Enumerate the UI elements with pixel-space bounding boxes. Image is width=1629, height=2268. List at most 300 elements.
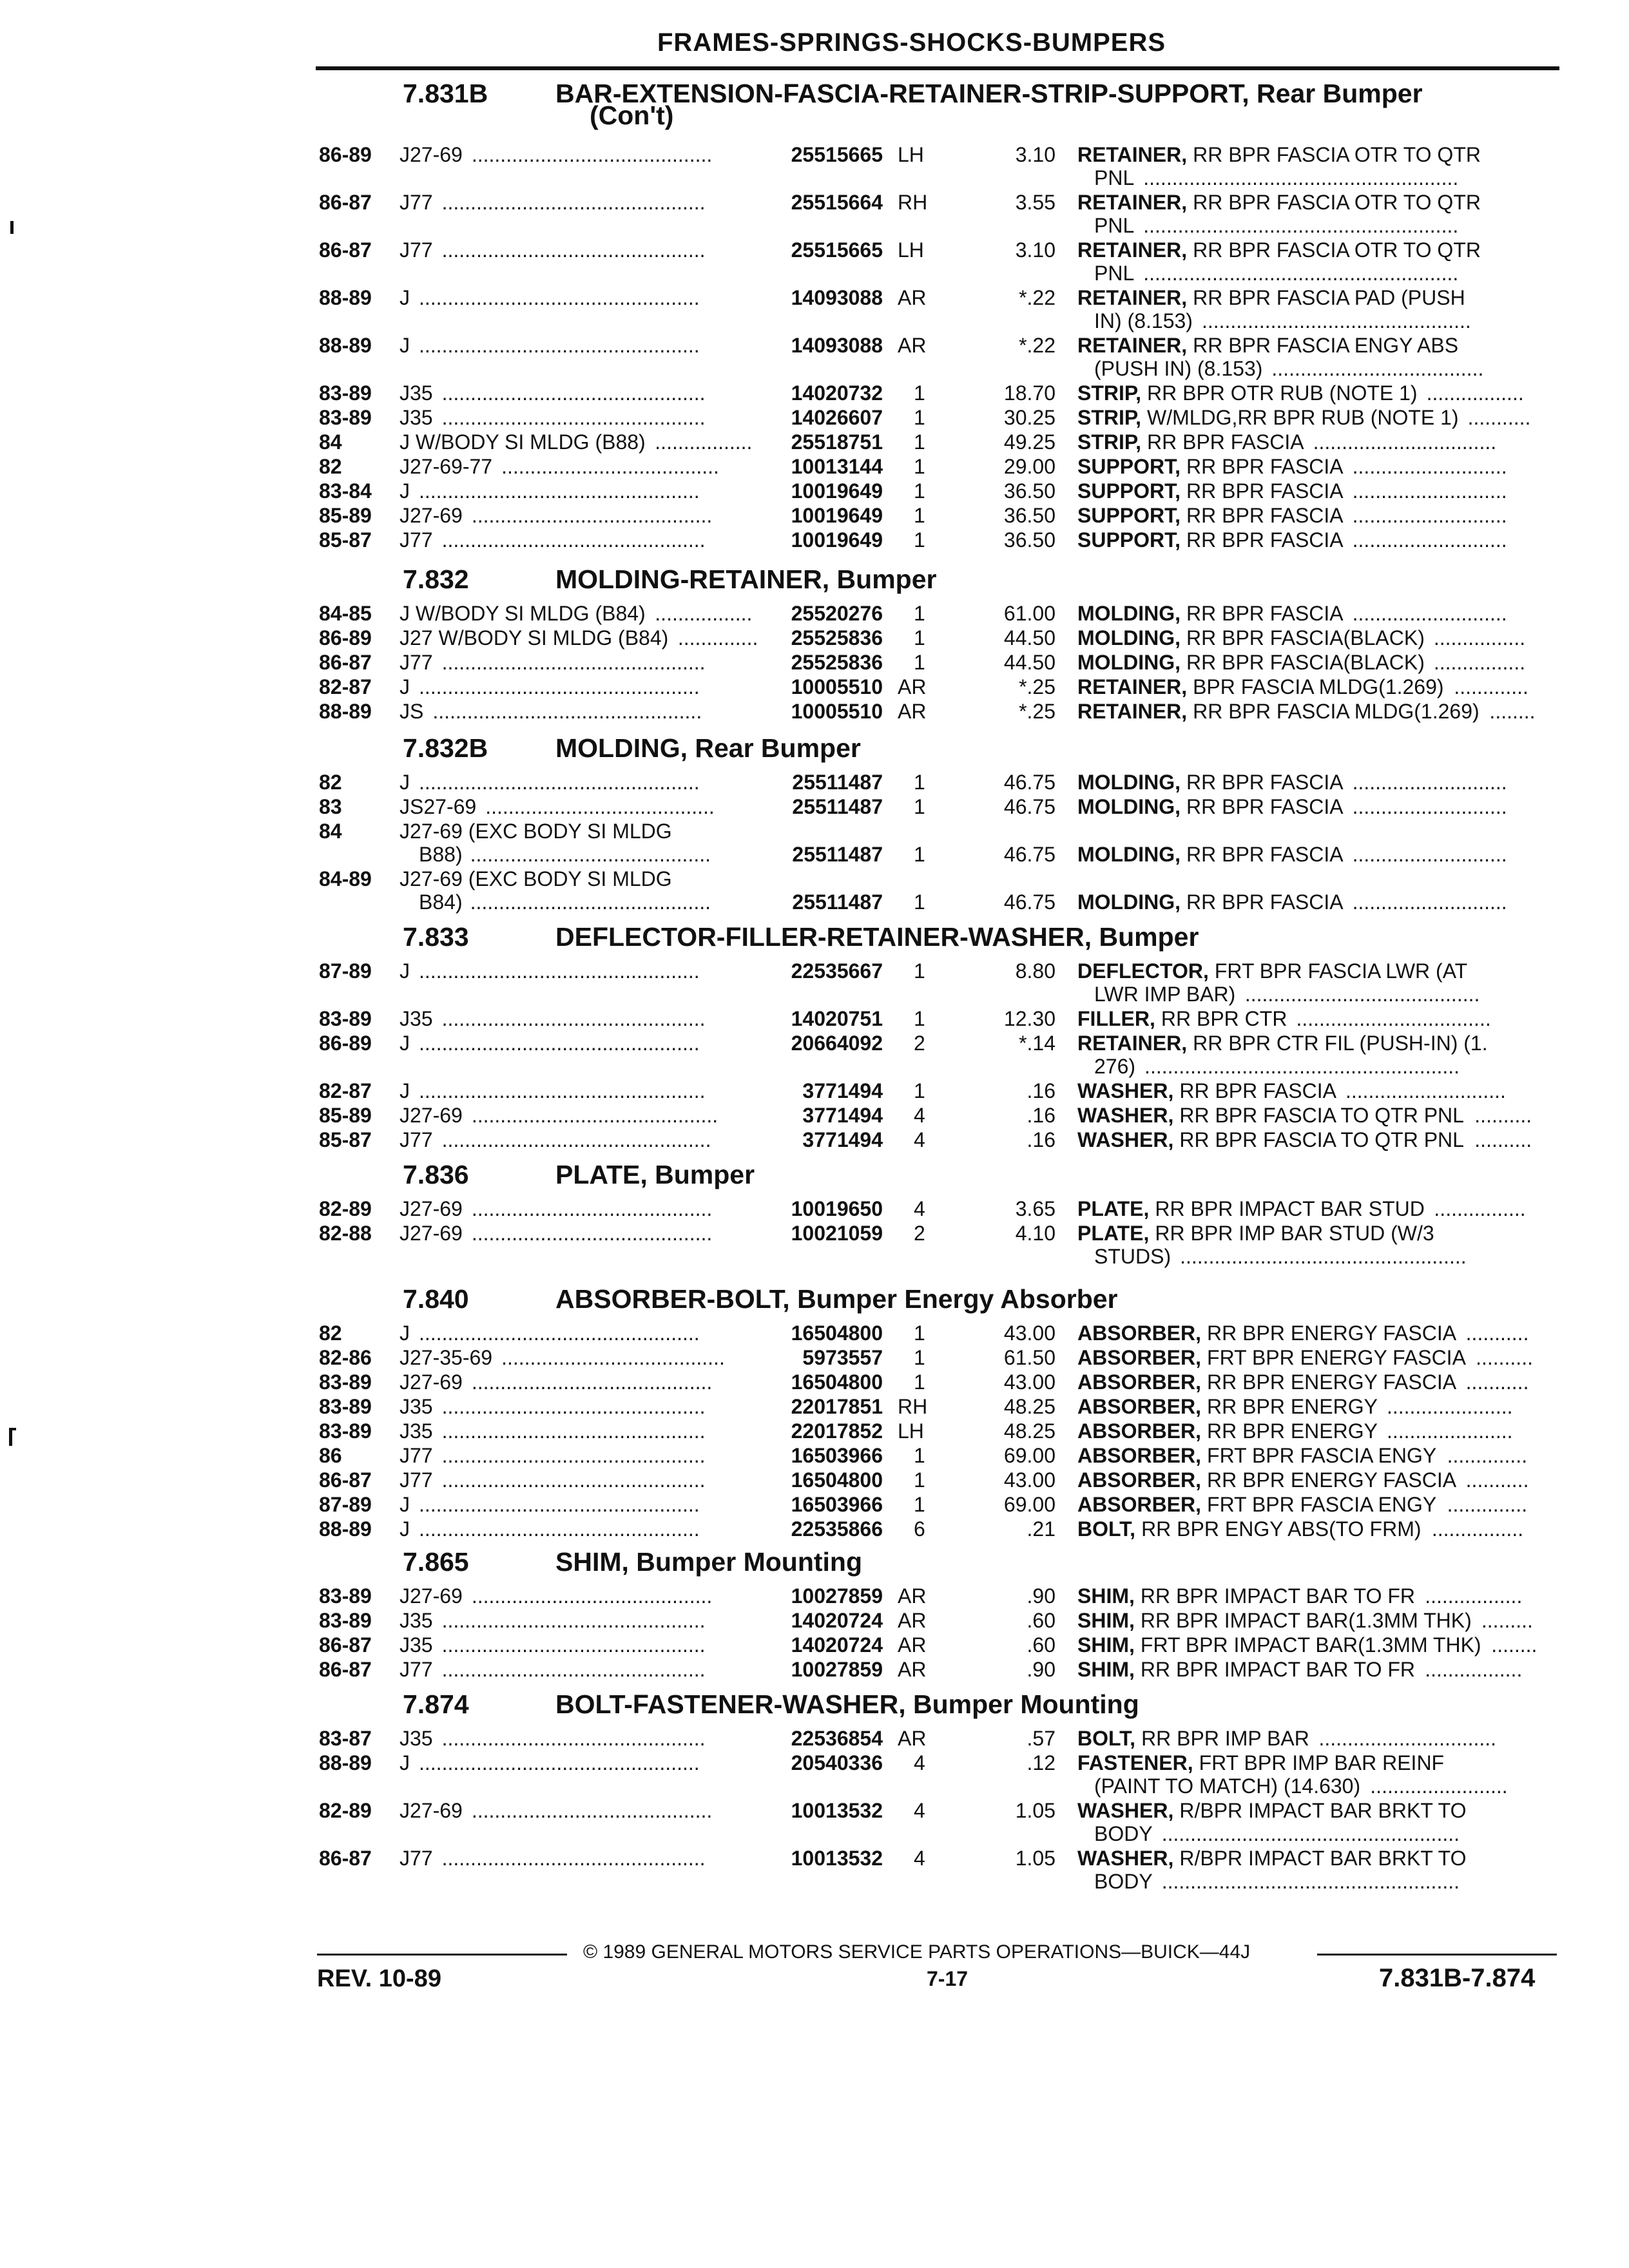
leader-dots: ................................................. (419, 1751, 700, 1774)
leader-dots: ......................................... (1244, 983, 1480, 1006)
list-price: 3.55 (1015, 191, 1055, 214)
leader-dots: .............................................. (441, 1444, 706, 1467)
list-price: *.14 (1019, 1032, 1055, 1055)
description-keyword: MOLDING, (1077, 651, 1181, 674)
part-number: 10027859 (791, 1584, 883, 1608)
description-keyword: SUPPORT, (1077, 455, 1181, 478)
description: RR BPR CTR (1161, 1007, 1287, 1030)
part-number: 16504800 (791, 1370, 883, 1394)
description-cont: PNL (1094, 262, 1135, 285)
quantity: 4 (914, 1104, 925, 1127)
leader-dots: .............................................. (441, 1007, 706, 1030)
quantity: 1 (914, 455, 925, 478)
list-price: 1.05 (1015, 1847, 1055, 1870)
description-cont: 276) (1094, 1055, 1136, 1078)
part-number: 25515665 (791, 143, 883, 166)
model-application: J27-69 (400, 1197, 463, 1220)
part-number: 14020724 (791, 1633, 883, 1657)
quantity: 4 (914, 1799, 925, 1822)
list-price: .60 (1027, 1609, 1055, 1632)
model-application: J (400, 1079, 410, 1102)
description-keyword: WASHER, (1077, 1079, 1174, 1102)
leader-dots: .............................................. (441, 1419, 706, 1443)
leader-dots: .......................................... (471, 1584, 713, 1608)
description-keyword: STRIP, (1077, 430, 1141, 454)
list-price: 46.75 (1003, 890, 1055, 914)
model-application: J (400, 771, 410, 794)
description-keyword: SHIM, (1077, 1584, 1135, 1608)
description-keyword: ABSORBER, (1077, 1346, 1202, 1369)
model-years: 86 (319, 1444, 342, 1467)
section-range: 7.831B-7.874 (1379, 1964, 1536, 1992)
model-years: 82-87 (319, 1079, 372, 1102)
quantity: 2 (914, 1032, 925, 1055)
list-price: 3.10 (1015, 238, 1055, 262)
list-price: *.25 (1019, 700, 1055, 723)
model-years: 86-89 (319, 143, 372, 166)
description-keyword: STRIP, (1077, 381, 1141, 405)
part-number: 14093088 (791, 286, 883, 309)
description: W/MLDG,RR BPR RUB (NOTE 1) (1147, 406, 1459, 429)
quantity: 1 (914, 1444, 925, 1467)
list-price: 1.05 (1015, 1799, 1055, 1822)
description-keyword: ABSORBER, (1077, 1444, 1202, 1467)
leader-dots: ........................... (1352, 504, 1507, 527)
description-keyword: PLATE, (1077, 1222, 1150, 1245)
part-number: 16503966 (791, 1444, 883, 1467)
description: RR BPR FASCIA MLDG(1.269) (1193, 700, 1480, 723)
description-keyword: WASHER, (1077, 1799, 1174, 1822)
description: RR BPR FASCIA (1186, 504, 1344, 527)
quantity: 1 (914, 504, 925, 527)
model-years: 86-89 (319, 1032, 372, 1055)
model-years: 82-89 (319, 1197, 372, 1220)
leader-dots: .............................................. (441, 238, 706, 262)
revision-label: REV. 10-89 (317, 1965, 441, 1992)
quantity: RH (898, 191, 928, 214)
model-application-cont: B84) (419, 890, 463, 914)
description: FRT BPR IMPACT BAR(1.3MM THK) (1140, 1633, 1481, 1657)
model-years: 84-85 (319, 602, 372, 625)
description: RR BPR FASCIA (1186, 771, 1344, 794)
list-price: 46.75 (1003, 843, 1055, 866)
description: RR BPR ENERGY FASCIA (1207, 1321, 1457, 1345)
section-title: PLATE, Bumper (555, 1160, 755, 1189)
quantity: 1 (914, 479, 925, 503)
list-price: 61.00 (1003, 602, 1055, 625)
model-years: 86-87 (319, 238, 372, 262)
model-years: 88-89 (319, 334, 372, 357)
description: RR BPR FASCIA (1186, 795, 1344, 818)
model-application: J (400, 1517, 410, 1541)
leader-dots: .................................................. (1180, 1245, 1467, 1268)
leader-dots: ......... (1481, 1609, 1533, 1632)
page-header: FRAMES-SPRINGS-SHOCKS-BUMPERS (657, 28, 1166, 57)
leader-dots: ................................................. (419, 1321, 700, 1345)
description-keyword: RETAINER, (1077, 143, 1188, 166)
quantity: 1 (914, 959, 925, 983)
model-years: 86-87 (319, 1658, 372, 1681)
model-application: J35 (400, 1727, 433, 1750)
part-number: 25515664 (791, 191, 883, 214)
description-cont: BODY (1094, 1870, 1153, 1893)
quantity: AR (898, 286, 927, 309)
part-number: 22536854 (791, 1727, 883, 1750)
description-keyword: BOLT, (1077, 1517, 1136, 1541)
model-application: J35 (400, 1633, 433, 1657)
description: FRT BPR ENERGY FASCIA (1207, 1346, 1466, 1369)
quantity: 1 (914, 626, 925, 649)
quantity: 4 (914, 1751, 925, 1774)
leader-dots: ........................... (1352, 479, 1507, 503)
description-keyword: WASHER, (1077, 1128, 1174, 1151)
leader-dots: .......................................... (470, 890, 711, 914)
model-application: J (400, 334, 410, 357)
model-years: 82 (319, 455, 342, 478)
model-application: JS27-69 (400, 795, 477, 818)
part-number: 10027859 (791, 1658, 883, 1681)
description-cont: IN) (8.153) (1094, 309, 1193, 332)
list-price: 46.75 (1003, 771, 1055, 794)
description-cont: BODY (1094, 1822, 1153, 1845)
description-keyword: MOLDING, (1077, 890, 1181, 914)
part-number: 25515665 (791, 238, 883, 262)
list-price: .21 (1027, 1517, 1055, 1541)
description-keyword: SHIM, (1077, 1658, 1135, 1681)
leader-dots: ........... (1467, 406, 1531, 429)
part-number: 25511487 (792, 795, 883, 818)
footer-rule-left (317, 1954, 567, 1956)
leader-dots: .......................................... (471, 504, 713, 527)
description: RR BPR ENERGY (1207, 1419, 1378, 1443)
quantity: 1 (914, 1079, 925, 1102)
leader-dots: .............................................. (441, 191, 706, 214)
leader-dots: ....................................................... (1144, 1055, 1460, 1078)
quantity: AR (898, 1727, 927, 1750)
list-price: 69.00 (1003, 1444, 1055, 1467)
part-number: 5973557 (802, 1346, 883, 1369)
model-application: J27-69 (EXC BODY SI MLDG (400, 867, 672, 890)
model-application: J77 (400, 1444, 433, 1467)
quantity: 1 (914, 1493, 925, 1516)
description-keyword: ABSORBER, (1077, 1370, 1202, 1394)
model-application: J35 (400, 1395, 433, 1418)
part-number: 10013532 (791, 1847, 883, 1870)
description-keyword: SHIM, (1077, 1633, 1135, 1657)
model-years: 83-89 (319, 381, 372, 405)
model-application: J (400, 1493, 410, 1516)
model-application: J77 (400, 651, 433, 674)
description-cont: (PAINT TO MATCH) (14.630) (1094, 1774, 1361, 1798)
description-keyword: PLATE, (1077, 1197, 1150, 1220)
model-application: J77 (400, 1468, 433, 1492)
quantity: 1 (914, 1468, 925, 1492)
model-application: J27-69-77 (400, 455, 493, 478)
description: FRT BPR FASCIA ENGY (1207, 1444, 1437, 1467)
list-price: *.22 (1019, 286, 1055, 309)
model-years: 86-87 (319, 191, 372, 214)
description-keyword: MOLDING, (1077, 602, 1181, 625)
leader-dots: ...................... (1386, 1395, 1513, 1418)
description: RR BPR IMP BAR (1141, 1727, 1309, 1750)
part-number: 25520276 (791, 602, 883, 625)
quantity: 4 (914, 1128, 925, 1151)
part-number: 14093088 (791, 334, 883, 357)
leader-dots: ................. (655, 602, 753, 625)
leader-dots: ........................... (1352, 843, 1507, 866)
description-keyword: RETAINER, (1077, 334, 1188, 357)
quantity: 1 (914, 430, 925, 454)
leader-dots: ............................................... (441, 1128, 711, 1151)
model-application: J35 (400, 1609, 433, 1632)
part-number: 25511487 (792, 890, 883, 914)
description-cont: (PUSH IN) (8.153) (1094, 357, 1263, 380)
model-years: 86-87 (319, 651, 372, 674)
part-number: 22017852 (791, 1419, 883, 1443)
model-years: 85-87 (319, 528, 372, 552)
section-title: MOLDING, Rear Bumper (555, 733, 861, 763)
quantity: AR (898, 1584, 927, 1608)
section-subtitle-text: (Con't) (590, 101, 674, 130)
section-title: ABSORBER-BOLT, Bumper Energy Absorber (555, 1284, 1118, 1314)
list-price: .57 (1027, 1727, 1055, 1750)
part-number: 10021059 (791, 1222, 883, 1245)
leader-dots: .............. (1447, 1493, 1528, 1516)
model-application: J27-69 (EXC BODY SI MLDG (400, 820, 672, 843)
quantity: 2 (914, 1222, 925, 1245)
model-years: 82-87 (319, 675, 372, 698)
part-number: 3771494 (802, 1079, 883, 1102)
model-years: 88-89 (319, 1751, 372, 1774)
model-application: J (400, 1751, 410, 1774)
leader-dots: ................. (655, 430, 753, 454)
section-number: 7.874 (403, 1689, 469, 1719)
leader-dots: ................. (1425, 1584, 1523, 1608)
description: RR BPR FASCIA (1186, 602, 1344, 625)
description: R/BPR IMPACT BAR BRKT TO (1179, 1799, 1467, 1822)
section-number: 7.832 (403, 564, 469, 594)
part-number: 10013532 (791, 1799, 883, 1822)
model-years: 83-84 (319, 479, 372, 503)
header-rule (316, 66, 1559, 70)
model-years: 87-89 (319, 1493, 372, 1516)
part-number: 10019650 (791, 1197, 883, 1220)
list-price: 3.65 (1015, 1197, 1055, 1220)
model-years: 82 (319, 771, 342, 794)
description: RR BPR FASCIA (1186, 528, 1344, 552)
section-number: 7.865 (403, 1547, 469, 1577)
model-application: J W/BODY SI MLDG (B84) (400, 602, 646, 625)
model-application: J (400, 286, 410, 309)
list-price: .12 (1027, 1751, 1055, 1774)
model-application: J27-35-69 (400, 1346, 493, 1369)
model-years: 83-89 (319, 1007, 372, 1030)
model-years: 82 (319, 1321, 342, 1345)
margin-mark (10, 221, 14, 234)
leader-dots: .......................................... (471, 1799, 713, 1822)
leader-dots: .............................................. (441, 1395, 706, 1418)
leader-dots: ................................................. (419, 286, 700, 309)
leader-dots: ...................... (1386, 1419, 1513, 1443)
section-title: BOLT-FASTENER-WASHER, Bumper Mounting (555, 1689, 1139, 1719)
leader-dots: ................. (1426, 381, 1524, 405)
section-title: DEFLECTOR-FILLER-RETAINER-WASHER, Bumper (555, 922, 1199, 952)
part-number: 14020724 (791, 1609, 883, 1632)
leader-dots: .......... (1474, 1104, 1532, 1127)
leader-dots: .......................................... (471, 1370, 713, 1394)
model-application: J77 (400, 1847, 433, 1870)
list-price: 61.50 (1003, 1346, 1055, 1369)
description-keyword: ABSORBER, (1077, 1321, 1202, 1345)
model-application: J27-69 (400, 1104, 463, 1127)
list-price: 4.10 (1015, 1222, 1055, 1245)
description: RR BPR IMPACT BAR TO FR (1140, 1658, 1416, 1681)
leader-dots: ................................................. (419, 334, 700, 357)
leader-dots: ............................... (1318, 1727, 1497, 1750)
leader-dots: ........... (1465, 1370, 1529, 1394)
description: RR BPR FASCIA (1186, 890, 1344, 914)
part-number: 22535667 (791, 959, 883, 983)
description-keyword: ABSORBER, (1077, 1468, 1202, 1492)
description-keyword: MOLDING, (1077, 626, 1181, 649)
description-keyword: MOLDING, (1077, 771, 1181, 794)
description-keyword: MOLDING, (1077, 843, 1181, 866)
quantity: 1 (914, 843, 925, 866)
description: FRT BPR FASCIA ENGY (1207, 1493, 1437, 1516)
quantity: 1 (914, 651, 925, 674)
part-number: 10005510 (791, 675, 883, 698)
margin-mark (9, 1428, 12, 1446)
leader-dots: .......................................... (471, 1222, 713, 1245)
model-years: 82-89 (319, 1799, 372, 1822)
description-cont: LWR IMP BAR) (1094, 983, 1236, 1006)
model-application: J (400, 1032, 410, 1055)
part-number: 22535866 (791, 1517, 883, 1541)
leader-dots: .................................................... (1161, 1822, 1460, 1845)
part-number: 25511487 (792, 771, 883, 794)
description: RR BPR FASCIA TO QTR PNL (1179, 1104, 1464, 1127)
quantity: AR (898, 675, 927, 698)
list-price: *.25 (1019, 675, 1055, 698)
model-application: JS (400, 700, 424, 723)
part-number: 16503966 (791, 1493, 883, 1516)
description-keyword: SUPPORT, (1077, 528, 1181, 552)
description: RR BPR IMPACT BAR(1.3MM THK) (1140, 1609, 1472, 1632)
model-application: J77 (400, 1128, 433, 1151)
description-keyword: RETAINER, (1077, 700, 1188, 723)
leader-dots: ................................................. (419, 1517, 700, 1541)
description: RR BPR IMP BAR STUD (W/3 (1155, 1222, 1434, 1245)
model-application: J27-69 (400, 143, 463, 166)
leader-dots: ................. (1425, 1658, 1523, 1681)
description-keyword: MOLDING, (1077, 795, 1181, 818)
quantity: LH (898, 143, 924, 166)
quantity: 1 (914, 1370, 925, 1394)
model-application: J35 (400, 406, 433, 429)
leader-dots: .............................................. (441, 1847, 706, 1870)
list-price: 36.50 (1003, 504, 1055, 527)
model-application: J (400, 1321, 410, 1345)
model-application: J27-69 (400, 1222, 463, 1245)
description-keyword: WASHER, (1077, 1104, 1174, 1127)
model-years: 83-89 (319, 1609, 372, 1632)
model-application: J77 (400, 528, 433, 552)
description-keyword: FILLER, (1077, 1007, 1155, 1030)
model-years: 87-89 (319, 959, 372, 983)
list-price: .90 (1027, 1658, 1055, 1681)
list-price: 46.75 (1003, 795, 1055, 818)
list-price: 36.50 (1003, 479, 1055, 503)
list-price: .16 (1027, 1104, 1055, 1127)
model-years: 82-88 (319, 1222, 372, 1245)
description-keyword: RETAINER, (1077, 1032, 1188, 1055)
list-price: 8.80 (1015, 959, 1055, 983)
leader-dots: ........................... (1352, 528, 1507, 552)
description-keyword: RETAINER, (1077, 238, 1188, 262)
description: RR BPR FASCIA(BLACK) (1186, 651, 1425, 674)
list-price: 30.25 (1003, 406, 1055, 429)
quantity: AR (898, 1609, 927, 1632)
model-years: 83-89 (319, 1419, 372, 1443)
model-years: 83-89 (319, 1395, 372, 1418)
model-application: J35 (400, 1007, 433, 1030)
description: R/BPR IMPACT BAR BRKT TO (1179, 1847, 1467, 1870)
part-number: 16504800 (791, 1321, 883, 1345)
leader-dots: ............................................... (432, 700, 702, 723)
description: RR BPR IMPACT BAR STUD (1155, 1197, 1425, 1220)
model-application: J27-69 (400, 1799, 463, 1822)
model-years: 83-87 (319, 1727, 372, 1750)
leader-dots: ........................... (1352, 890, 1507, 914)
description-keyword: SUPPORT, (1077, 479, 1181, 503)
part-number: 10019649 (791, 504, 883, 527)
leader-dots: ....................................... (501, 1346, 725, 1369)
leader-dots: ........... (1465, 1468, 1529, 1492)
description: RR BPR CTR FIL (PUSH-IN) (1. (1193, 1032, 1488, 1055)
model-application: J77 (400, 191, 433, 214)
part-number: 25525836 (791, 651, 883, 674)
list-price: .90 (1027, 1584, 1055, 1608)
description: RR BPR FASCIA (1179, 1079, 1336, 1102)
description: RR BPR FASCIA (1147, 430, 1304, 454)
description: RR BPR FASCIA TO QTR PNL (1179, 1128, 1464, 1151)
description: RR BPR FASCIA OTR TO QTR (1193, 143, 1481, 166)
quantity: 4 (914, 1197, 925, 1220)
description: RR BPR FASCIA (1186, 843, 1344, 866)
description: RR BPR FASCIA OTR TO QTR (1193, 238, 1481, 262)
part-number: 16504800 (791, 1468, 883, 1492)
model-application: J35 (400, 381, 433, 405)
quantity: LH (898, 1419, 924, 1443)
description-keyword: ABSORBER, (1077, 1419, 1202, 1443)
model-years: 82-86 (319, 1346, 372, 1369)
leader-dots: .......................................... (471, 143, 713, 166)
description-cont: PNL (1094, 166, 1135, 189)
leader-dots: ........ (1491, 1633, 1537, 1657)
list-price: 36.50 (1003, 528, 1055, 552)
leader-dots: .............................................. (441, 1468, 706, 1492)
description: FRT BPR IMP BAR REINF (1199, 1751, 1445, 1774)
quantity: AR (898, 1633, 927, 1657)
leader-dots: ........................... (1352, 795, 1507, 818)
section-number: 7.832B (403, 733, 488, 763)
model-years: 88-89 (319, 286, 372, 309)
description: RR BPR ENERGY (1207, 1395, 1378, 1418)
leader-dots: .................................................. (419, 1079, 706, 1102)
list-price: 43.00 (1003, 1370, 1055, 1394)
leader-dots: .......... (1476, 1346, 1533, 1369)
model-application: J W/BODY SI MLDG (B88) (400, 430, 646, 454)
